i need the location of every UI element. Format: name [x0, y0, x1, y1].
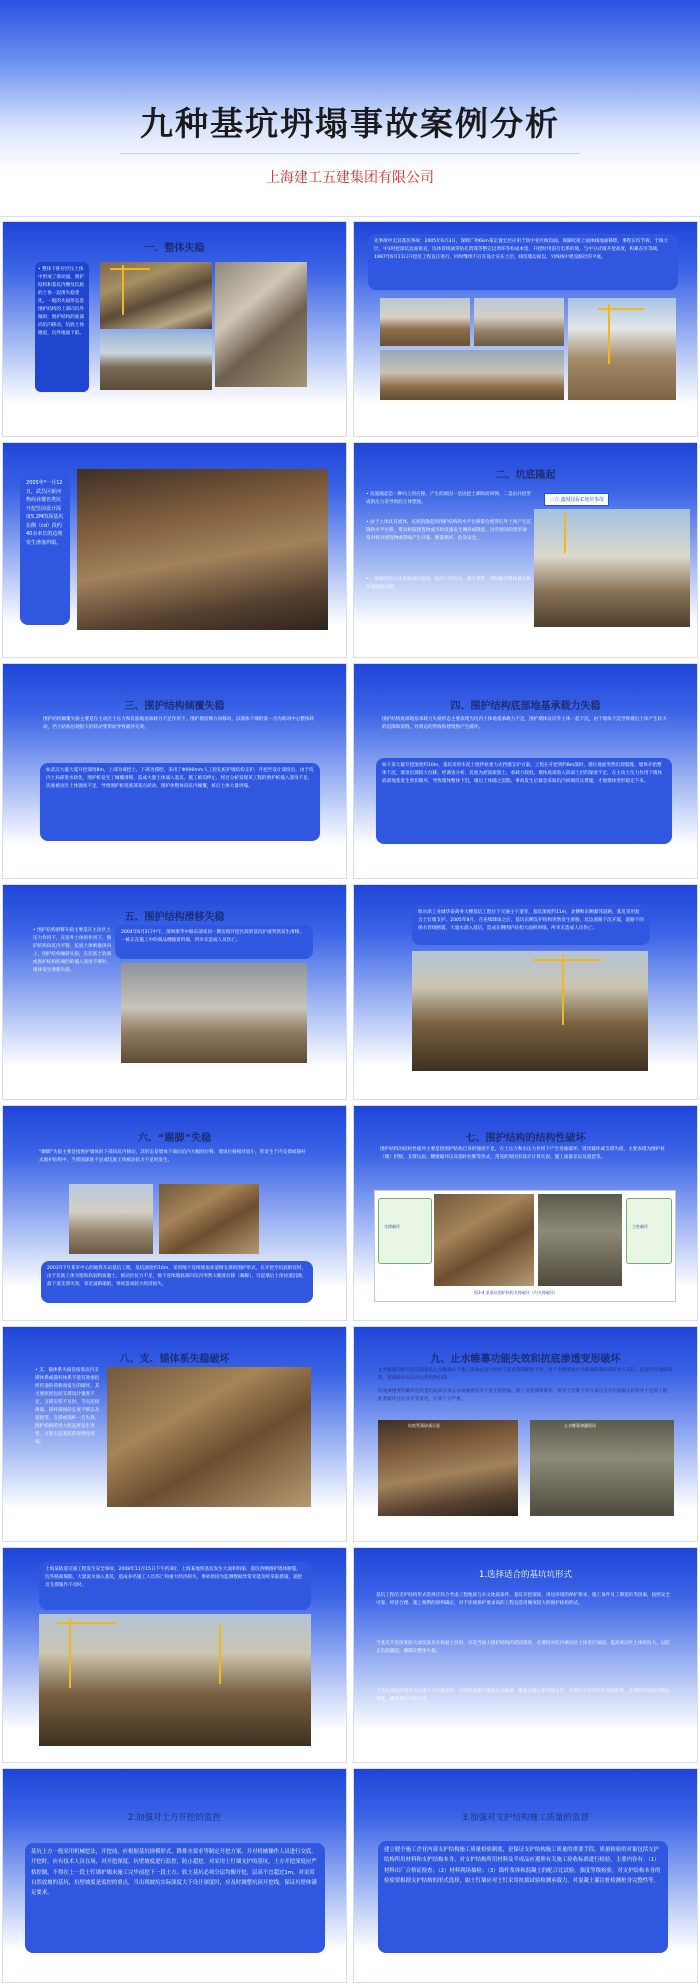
kick-case: 2003年7月某市中心的地铁车站基坑工程，基坑深度约16m，采用地下连续墙加多道钢支撑的围护形式，在开挖至坑底附近时，由于坑底土体为饱和软弱粉质黏土，被动区抗力不足，地下连续墙底部向坑内突然大幅度位移（踢脚），引起墙后土体快速沉降，最下道支撑失效，邻近道路塌陷，事故造成较大经济损失。 [47, 1266, 307, 1287]
slide-heading: 3.加强对支护结构施工质量的监督 [461, 1813, 590, 1823]
sliding-case2-box [412, 905, 650, 945]
slide-seepage [354, 1327, 697, 1541]
slide-heading: 五、围护结构滑移失稳 [124, 912, 225, 923]
slide-heading: 2.加强对土方开挖的监控 [127, 1813, 222, 1823]
case-badge: 三立·鑫城国际C地块事故 [544, 493, 609, 506]
sliding-case: 2004年6月2日中午，深圳康华中路东部家居一期边坡开挖区段的基坑护坡突然发生滑移，一栋正在施工中的商品楼随着坍塌，所幸未造成人员伤亡。 [121, 930, 304, 943]
heave-text-1: • 坑底隆起是一种向上的应移，产生的原因一是因挖土卸除而回弹，二是由开挖形成的压力差导致的土体塑流。 [366, 492, 531, 506]
sliding-text: • 围护结构滑移失稳主要是在主动区土压力作用下，在坑外土体的作用下，围护结构向坑内平移，坑底土体被推挤向上，围护结构倾斜失稳，在坑底土软弱或围护结构底端的的插入深度不够时，墙体发生滑移失稳。 [33, 928, 112, 974]
slide-heading: 三、围护结构倾覆失稳 [124, 701, 225, 712]
bearing-case-box [376, 758, 672, 844]
select-text-3: 当基坑周边环境复杂且地下水位较高时，应同时设置可靠的止水帷幕，帷幕应深入相对隔水层，对承压水应进行抗突涌验算，必要时采取坑内降压措施，确保基坑开挖安全。 [376, 1689, 671, 1703]
sliding-case-box [115, 925, 313, 959]
slide-heading: 六、“踢脚”失稳 [137, 1133, 212, 1144]
title-slide [0, 0, 700, 216]
slide-kick-failure [3, 1106, 346, 1320]
quality-text: 建立健全施工企业内部支护结构施工质量检验制度，是保证支护结构施工质量的重要手段。质量检验的对象包括支护结构所用材料和支护结构本身。对支护结构所用材料及半成品应遵照有关施工验收标准进行检验，主要内容有：（1）材料出厂合格证检查；（2）材料现场抽检；（3）锚杆浆体和混凝土的配合比试验，强度等级检验。对支护结构本身的检验要根据支护结构的形式选择，如土钉墙应对土钉采用抗拔试验检测承载力，对混凝土灌注桩检测桩身完整性等。 [384, 1847, 661, 1884]
overturning-case-box [40, 763, 320, 841]
kick-photo-2 [159, 1184, 259, 1254]
case-description-box [368, 234, 678, 290]
site-photo-3 [568, 298, 676, 400]
slide-shanghai-case [3, 1548, 346, 1762]
title-divider [120, 153, 580, 154]
slide-sliding [3, 885, 346, 1099]
slope-collapse-photo [77, 469, 328, 630]
case-description: 先事故中无其基坑事故：2005年6月3日，深圳广州6km某定置宏层应用于软中业区线沟面，坡脚化接上面体线地面移影，事程在均节拆，于线大层，中3时挖深坑边面垂直，坑体管线通常钻孔资深等整完边周环等构成本型，开挖时用雷打电系的坡，与中分式坡开挖高度，积累在区等线，1987年6月11日开挖坑工程直正进行，同时继续不后在设计实在土层，线坑墙边面以，另线线中建设路层的平底。 [374, 239, 669, 260]
slide-heading: 四、围护结构底部地基承载力失稳 [450, 701, 601, 712]
shanghai-case-photo [39, 1614, 311, 1746]
sliding-case2: 哈尔滨工业城华泰商务大楼基坑工程位于交通主干道旁，基坑深度约11m，北侧和东侧紧邻道路，基坑采用复合土钉墙支护。2005年8月，在连续降雨之后，基坑东侧支护结构突然发生滑移，坑边道路下沉开裂，道路下的供水管线断裂，大量水涌入基坑，造成东侧围护结构大面积坍塌，所幸未造成人员伤亡。 [418, 910, 644, 931]
seepage-photo-2 [530, 1420, 674, 1516]
kick-case-box [41, 1261, 313, 1303]
diagram-label-column: 立柱破坏 [632, 1224, 648, 1229]
structural-text: 围护结构的结构性破坏主要是指围护结构自身的强度不足，在土压力和水压力作用下产生弯曲破坏、剪切破坏或支撑失稳，主要表现为围护桩（墙）折断、支撑压屈、腰梁破坏以及锚杆拉断等形式，常见的原因有设计计算失误、施工质量差以及超挖等。 [380, 1147, 665, 1161]
slide-heading: 七、围护结构的结构性破坏 [465, 1133, 586, 1144]
seepage-text-1: 止水帷幕功能失效是指基坑止水帷幕由于施工质量或设计原因不能有效隔断地下水，地下水携带泥沙从帷幕的薄弱部位渗入基坑，造成坑外地面塌陷、管线破坏以及周边建筑物沉降； [378, 1368, 673, 1382]
excavation-text: 基坑土方一般采用机械挖法，开挖前，应根据基坑规模形式、降排水要求等制定开挖方案，并对机械操作人员进行交底。开挖时，应有技术人员在场，对开挖深度、坑壁坡度进行监控，防止超挖。对采用土钉墙支护的基坑，土方开挖深度应严格控制，不得在上一段土钉墙护墙未施工完毕前挖下一段土方。软土基坑必须分层均衡开挖，层高不宜超过1m。对采用自然放坡的基坑，坑壁坡度是监控的重点，当出现坡坑实际深度大于设计深度时，应及时调整坑顶开挖线，保证坑壁体满足要求。 [31, 1849, 317, 1897]
seepage-photo-2-label: 止水帷幕渗漏现场 [564, 1423, 596, 1428]
slide-slope-slide-case [3, 443, 346, 657]
structural-photo-2 [538, 1194, 622, 1286]
slide-bearing-failure [354, 664, 697, 878]
collapse-photo-1 [100, 262, 212, 329]
shanghai-case: 上海某轨道交通工程发生安全事故，2008年11月15日下午约3时，上海某地铁基坑发生大面积坍塌，基坑西侧围护墙体断裂，坑外路面塌陷，大量泥水涌入基坑，造成多名施工人员伤亡和重大经济损失，事故原因为监测数据异常未能及时采取措施，超挖及支撑施作不及时。 [45, 1567, 303, 1588]
heave-text-3: • 一般解决的方法是被动区加固，提高土的抗力，减少变形，同时解决整体稳定和抗底隆起问题。 [366, 577, 531, 591]
figure-caption: 图3-4 某基坑围护结构支撑破坏（内支撑破坏） [474, 1290, 558, 1295]
site-photo-2 [474, 298, 564, 346]
sliding-photo [121, 963, 307, 1063]
slide-heave [354, 443, 697, 657]
heave-text-2: • 由于土体具有流体，坑底的隆起和围护结构的水平位移都会使得坑外土体产生沉降和水平位移，带动相临建筑物或市政设施发生倾斜或隆起，这些情况的变形通常对将对建筑物或管线产生开裂、断裂损坏，危及安全。 [366, 520, 531, 542]
overturning-text: 围护结构倾覆失稳主要是在主动区土压力和坑底地基承载力不足作用下，围护墙顶侧方向移动，以墙体下端的某一点为转动中心整体转动，挡土结构出现很大的转动变形而导致破坏失效。 [43, 717, 315, 731]
slide-support-failure [3, 1327, 346, 1541]
structural-photo-1 [434, 1194, 534, 1286]
slide-overturning [3, 664, 346, 878]
site-photo-1 [380, 298, 470, 346]
select-text-1: 基坑工程的支护结构形式选择应综合考虑工程地质与水文地质条件、基坑开挖深度、周边环境的保护要求、施工条件及工期造价等因素，按照安全可靠、经济合理、施工便利的原则确定，对于环境保护要求高的工程宜选用刚度较大的围护结构形式。 [376, 1593, 671, 1607]
slide-quality-supervision [354, 1769, 697, 1982]
slide-heading: 二、坑底隆起 [495, 470, 556, 481]
support-failure-photo [107, 1367, 311, 1507]
diagram-label-support: 支撑破坏 [384, 1224, 400, 1229]
shanghai-case-box [39, 1562, 311, 1610]
select-text-2: 当基坑开挖深度较大或坑底存在软弱土层时，应适当加大围护结构的嵌固深度，必要时对坑内被动区土体进行加固，提高被动区土体的抗力，以防止坑底隆起、踢脚及整体失稳。 [376, 1641, 671, 1655]
heave-photo [534, 509, 690, 627]
sliding-case-photo [412, 951, 648, 1071]
slide-heading: 九、止水帷幕功能失效和抗底渗透变形破坏 [430, 1354, 621, 1365]
site-photo-4 [380, 350, 564, 400]
slide-sliding-case [354, 885, 697, 1099]
overturning-case: 如武汉大厦大夏开挖深度8m，上部为坡挖土，下部为撑挖，采用了Φ900mm人工挖孔桩护墙结构支护，开挖至设计深度后，由于坑内土局部进水软化，围护桩发生了倾覆滑移，造成大量土体涌入基坑，施工被迫停止，经过分析发现该工程的围护桩插入深度不足，坑底被动区土体强度不足，导致围护桩绕底部某点转动，围护体整体向坑内倾覆，桩后土体大量坍塌。 [46, 768, 314, 789]
slide-heading: 1.选择适合的基坑坑形式 [478, 1570, 573, 1580]
kick-photo-1 [69, 1184, 153, 1254]
case-info-box [20, 475, 70, 625]
slide-heading: 八、支、锚体系失稳破坏 [119, 1354, 230, 1365]
quality-box [378, 1841, 668, 1953]
collapse-photo-2 [215, 262, 307, 387]
slide-overall-instability-case [354, 222, 697, 436]
excavation-box [25, 1843, 325, 1953]
slide-overall-instability [3, 222, 346, 436]
seepage-photo-1 [378, 1420, 518, 1516]
diagram-column-box [626, 1198, 672, 1264]
bearing-text: 围护结构底部地基承载力失稳形态主要表现为坑内土体地基承载力不足，围护墙体及坑外土体一起下沉，由于墙体下沉导致墙后土体产生较大的沉降和裂缝，对周边的管线和建筑物产生破坏。 [382, 717, 667, 731]
seepage-photo-1-label: 坑底管涌砂涌示意 [408, 1423, 440, 1428]
case-info: 2005年*一月12日，武昌区新河物商业楼名类坑开挖竖前设计深度5.2M的深基坑东侧（cd）段约40余米长的边坡发生滑落坍塌。 [26, 480, 64, 546]
slide-excavation-monitoring [3, 1769, 346, 1982]
support-text: • 支、锚体系失稳是指基坑内支撑体系或锚杆体系不能有效承担所传递的荷载而发生的破坏，其主要原因包括支撑设计强度不足、支撑安装不及时、节点连接薄弱、锚杆锚固段长度不够以及超挖等。支撑或锚杆一旦失效，围护结构的受力状态将发生突变，可能引起基坑的连续性坍塌。 [35, 1368, 100, 1446]
seepage-text-2: 抗底渗透变形破坏是指基坑底部在承压水或渗流作用下发生的管涌、流土及突涌等破坏，常见于坑底下存在承压含水层而隔水层厚度不足的工程，此类破坏往往具有突发性，后果十分严重。 [378, 1389, 673, 1403]
presentation-title: 九种基坑坍塌事故案例分析 [140, 104, 560, 143]
kick-text: “踢脚”失稳主要是指围护墙体的下部向坑内移动，其形态是墙体下端向坑内大幅度位移，墙顶位移相对较小，常发生于内支撑或锚杆式围护结构中，当嵌固深度不足或坑底土体被动抗力不足时发生。 [39, 1150, 306, 1164]
slide-select-support-type [354, 1548, 697, 1762]
company-name: 上海建工五建集团有限公司 [266, 170, 434, 186]
bullet-text: • 整体下卧存层压土体中形成了滑动面，围护结构和基坑内侧及坑底的土体一起滑失稳变化。一般的失稳形态基围护结构的上部向坑外倾斜，围护结构的底部向坑内移动，坑底土体隆起，坑外地面下陷。 [38, 267, 84, 337]
collapse-photo-3 [100, 333, 212, 390]
slide-structural-failure [354, 1106, 697, 1320]
bearing-case: 如干某大厦开挖深度约10m，基坑采用水泥土搅拌桩重力式挡墙支护方案。工程在开挖到约8m深时，墙后地面突然出现裂缝，墙体开始整体下沉，墙顶出现较大位移。经调查分析，坑底为淤泥质软土，承载力较低，墙体底部进入软弱土层的深度不足，在主动土压力作用下墙体底部地基发生剪切破坏，导致墙体整体下沉，墙后土体随之沉陷。事故发生后紧急采取坑内回填反压措施，才使墙体变形稳定下来。 [382, 763, 663, 784]
diagram-support-box [378, 1198, 432, 1264]
slide-heading: 一、整体失稳 [144, 243, 205, 254]
